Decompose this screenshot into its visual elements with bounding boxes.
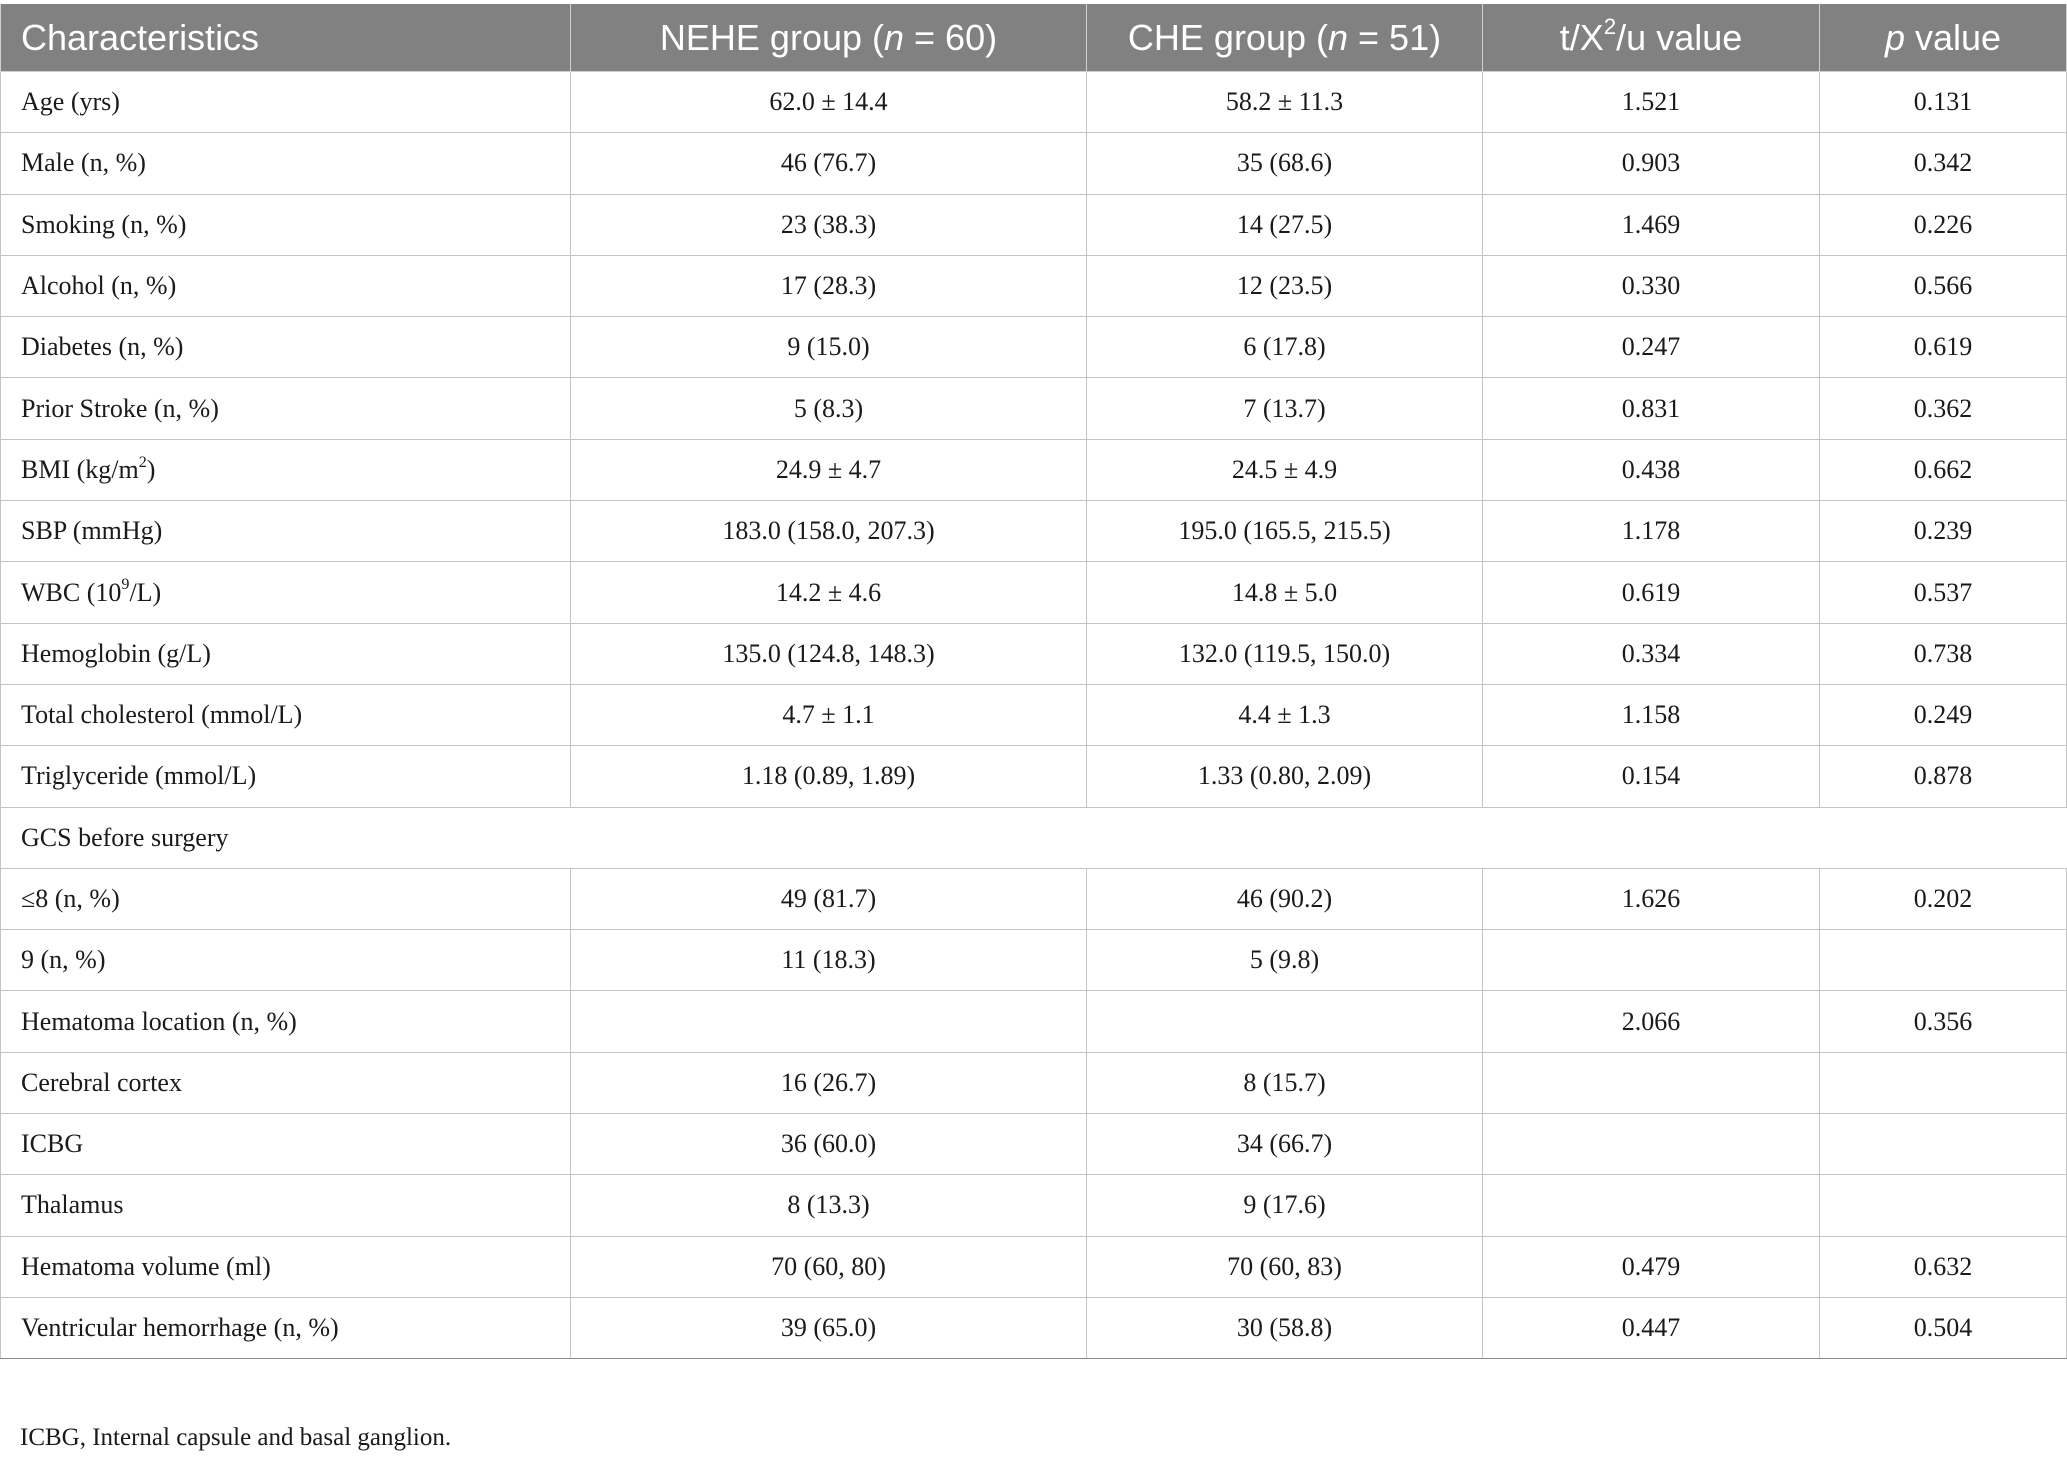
p-value: 0.878 <box>1820 746 2067 807</box>
p-value: 0.356 <box>1820 991 2067 1052</box>
header-stat-prefix: t/X <box>1559 16 1604 58</box>
row-label: Smoking (n, %) <box>1 194 571 255</box>
stat-value: 0.479 <box>1483 1236 1820 1297</box>
p-value <box>1820 930 2067 991</box>
table-row <box>1 1175 2067 1236</box>
row-label: Hematoma volume (ml) <box>1 1236 571 1297</box>
stat-value: 1.178 <box>1483 501 1820 562</box>
stat-value: 0.619 <box>1483 562 1820 623</box>
che-value: 12 (23.5) <box>1087 255 1483 316</box>
p-value: 0.362 <box>1820 378 2067 439</box>
table-row <box>1 255 2067 316</box>
table-body <box>1 72 2067 1359</box>
header-che-group <box>1087 4 1483 72</box>
stat-value <box>1483 1052 1820 1113</box>
nehe-value: 8 (13.3) <box>571 1175 1087 1236</box>
row-label: Thalamus <box>1 1175 571 1236</box>
nehe-value: 23 (38.3) <box>571 194 1087 255</box>
table-row <box>1 501 2067 562</box>
stat-value: 1.521 <box>1483 72 1820 133</box>
p-value: 0.537 <box>1820 562 2067 623</box>
p-value: 0.239 <box>1820 501 2067 562</box>
stat-value <box>1483 1114 1820 1175</box>
characteristics-table <box>0 4 2067 1359</box>
table-row <box>1 930 2067 991</box>
nehe-value: 17 (28.3) <box>571 255 1087 316</box>
table-row <box>1 194 2067 255</box>
section-row <box>1 807 2067 868</box>
row-label: Male (n, %) <box>1 133 571 194</box>
table-row <box>1 1114 2067 1175</box>
row-label: Diabetes (n, %) <box>1 317 571 378</box>
row-label-sup: 2 <box>138 453 147 471</box>
nehe-value: 39 (65.0) <box>571 1297 1087 1358</box>
header-che-n: n <box>1327 16 1349 58</box>
row-label: 9 (n, %) <box>1 930 571 991</box>
nehe-value: 62.0 ± 14.4 <box>571 72 1087 133</box>
stat-value: 0.831 <box>1483 378 1820 439</box>
p-value: 0.662 <box>1820 439 2067 500</box>
row-label <box>1 439 571 500</box>
p-value: 0.202 <box>1820 868 2067 929</box>
header-p-suffix: value <box>1904 16 2002 58</box>
nehe-value: 36 (60.0) <box>571 1114 1087 1175</box>
stat-value: 1.158 <box>1483 684 1820 745</box>
stat-value: 0.438 <box>1483 439 1820 500</box>
header-che-suffix: = 51) <box>1348 16 1442 58</box>
row-label: ≤8 (n, %) <box>1 868 571 929</box>
row-label-sup: 9 <box>121 576 130 594</box>
table-row <box>1 1052 2067 1113</box>
p-value: 0.342 <box>1820 133 2067 194</box>
p-value <box>1820 1052 2067 1113</box>
nehe-value: 1.18 (0.89, 1.89) <box>571 746 1087 807</box>
nehe-value: 4.7 ± 1.1 <box>571 684 1087 745</box>
che-value: 7 (13.7) <box>1087 378 1483 439</box>
header-nehe-suffix: = 60) <box>904 16 998 58</box>
table-row <box>1 133 2067 194</box>
row-label: Prior Stroke (n, %) <box>1 378 571 439</box>
row-label-prefix: BMI (kg/m <box>21 454 139 484</box>
che-value: 14 (27.5) <box>1087 194 1483 255</box>
p-value: 0.504 <box>1820 1297 2067 1358</box>
header-nehe-n: n <box>884 16 905 58</box>
table-row <box>1 1236 2067 1297</box>
header-che-prefix: CHE group ( <box>1127 16 1328 58</box>
row-label: Age (yrs) <box>1 72 571 133</box>
stat-value: 0.903 <box>1483 133 1820 194</box>
header-test-statistic <box>1483 4 1820 72</box>
che-value: 6 (17.8) <box>1087 317 1483 378</box>
che-value: 9 (17.6) <box>1087 1175 1483 1236</box>
p-value <box>1820 1114 2067 1175</box>
header-nehe-group <box>571 4 1087 72</box>
row-label: SBP (mmHg) <box>1 501 571 562</box>
table-row <box>1 868 2067 929</box>
stat-value: 0.154 <box>1483 746 1820 807</box>
row-label: Hemoglobin (g/L) <box>1 623 571 684</box>
p-value: 0.738 <box>1820 623 2067 684</box>
che-value: 14.8 ± 5.0 <box>1087 562 1483 623</box>
nehe-value: 70 (60, 80) <box>571 1236 1087 1297</box>
section-label: GCS before surgery <box>1 807 2067 868</box>
stat-value: 0.247 <box>1483 317 1820 378</box>
p-value: 0.619 <box>1820 317 2067 378</box>
nehe-value: 24.9 ± 4.7 <box>571 439 1087 500</box>
nehe-value: 46 (76.7) <box>571 133 1087 194</box>
row-label <box>1 562 571 623</box>
row-label: Triglyceride (mmol/L) <box>1 746 571 807</box>
table-row <box>1 746 2067 807</box>
nehe-value: 16 (26.7) <box>571 1052 1087 1113</box>
che-value: 35 (68.6) <box>1087 133 1483 194</box>
che-value: 195.0 (165.5, 215.5) <box>1087 501 1483 562</box>
table-header <box>1 4 2067 72</box>
stat-value <box>1483 1175 1820 1236</box>
table-row <box>1 623 2067 684</box>
che-value: 34 (66.7) <box>1087 1114 1483 1175</box>
row-label: Ventricular hemorrhage (n, %) <box>1 1297 571 1358</box>
che-value: 30 (58.8) <box>1087 1297 1483 1358</box>
nehe-value: 183.0 (158.0, 207.3) <box>571 501 1087 562</box>
p-value: 0.226 <box>1820 194 2067 255</box>
nehe-value: 49 (81.7) <box>571 868 1087 929</box>
header-row <box>1 4 2067 72</box>
nehe-value: 5 (8.3) <box>571 378 1087 439</box>
che-value: 5 (9.8) <box>1087 930 1483 991</box>
header-stat-sup: 2 <box>1603 14 1617 40</box>
row-label: Hematoma location (n, %) <box>1 991 571 1052</box>
table-row <box>1 72 2067 133</box>
stat-value: 1.469 <box>1483 194 1820 255</box>
p-value: 0.566 <box>1820 255 2067 316</box>
nehe-value <box>571 991 1087 1052</box>
p-value: 0.249 <box>1820 684 2067 745</box>
row-label: Cerebral cortex <box>1 1052 571 1113</box>
che-value: 46 (90.2) <box>1087 868 1483 929</box>
stat-value: 2.066 <box>1483 991 1820 1052</box>
table-container <box>0 4 2067 1359</box>
table-row <box>1 439 2067 500</box>
stat-value: 1.626 <box>1483 868 1820 929</box>
nehe-value: 14.2 ± 4.6 <box>571 562 1087 623</box>
table-row <box>1 991 2067 1052</box>
header-p-value <box>1820 4 2067 72</box>
table-row <box>1 684 2067 745</box>
stat-value: 0.334 <box>1483 623 1820 684</box>
header-characteristics: Characteristics <box>1 4 571 72</box>
che-value: 1.33 (0.80, 2.09) <box>1087 746 1483 807</box>
che-value: 58.2 ± 11.3 <box>1087 72 1483 133</box>
p-value: 0.131 <box>1820 72 2067 133</box>
stat-value: 0.330 <box>1483 255 1820 316</box>
che-value: 70 (60, 83) <box>1087 1236 1483 1297</box>
row-label-suffix: ) <box>146 454 156 484</box>
table-row <box>1 378 2067 439</box>
stat-value <box>1483 930 1820 991</box>
nehe-value: 135.0 (124.8, 148.3) <box>571 623 1087 684</box>
header-p-italic: p <box>1884 16 1905 58</box>
table-row <box>1 562 2067 623</box>
p-value <box>1820 1175 2067 1236</box>
row-label-prefix: WBC (10 <box>21 577 122 607</box>
nehe-value: 9 (15.0) <box>571 317 1087 378</box>
row-label: Total cholesterol (mmol/L) <box>1 684 571 745</box>
table-footnote: ICBG, Internal capsule and basal ganglion. <box>20 1424 452 1451</box>
nehe-value: 11 (18.3) <box>571 930 1087 991</box>
header-stat-suffix: /u value <box>1616 16 1743 58</box>
p-value: 0.632 <box>1820 1236 2067 1297</box>
row-label: Alcohol (n, %) <box>1 255 571 316</box>
row-label-suffix: /L) <box>129 577 162 607</box>
che-value: 132.0 (119.5, 150.0) <box>1087 623 1483 684</box>
table-row <box>1 1297 2067 1358</box>
che-value: 24.5 ± 4.9 <box>1087 439 1483 500</box>
che-value: 8 (15.7) <box>1087 1052 1483 1113</box>
che-value <box>1087 991 1483 1052</box>
header-nehe-prefix: NEHE group ( <box>659 16 884 58</box>
stat-value: 0.447 <box>1483 1297 1820 1358</box>
table-row <box>1 317 2067 378</box>
che-value: 4.4 ± 1.3 <box>1087 684 1483 745</box>
row-label: ICBG <box>1 1114 571 1175</box>
